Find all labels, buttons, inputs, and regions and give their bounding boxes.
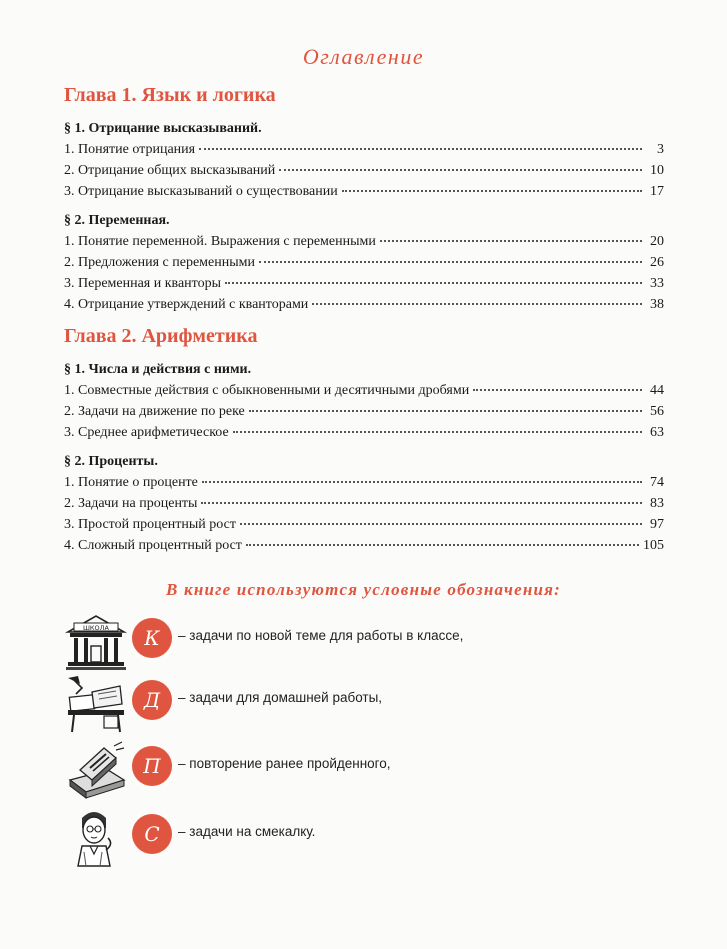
legend-item-review bbox=[64, 740, 664, 806]
toc-entry[interactable] bbox=[64, 252, 664, 273]
dot-leader bbox=[202, 481, 642, 483]
entry-label: 2. Предложения с переменными bbox=[64, 255, 255, 270]
chapter-1-title: Глава 1. Язык и логика bbox=[64, 84, 276, 106]
entry-page: 105 bbox=[643, 538, 664, 553]
legend-desc: – задачи на смекалку. bbox=[178, 824, 316, 839]
section-1-1 bbox=[64, 118, 664, 202]
dot-leader bbox=[233, 431, 642, 433]
books-stack-icon bbox=[64, 740, 128, 800]
toc-entry[interactable] bbox=[64, 231, 664, 252]
dot-leader bbox=[380, 240, 642, 242]
section-2-1 bbox=[64, 359, 664, 443]
entry-page: 63 bbox=[650, 425, 664, 440]
dot-leader bbox=[259, 261, 642, 263]
dot-leader bbox=[201, 502, 642, 504]
entry-label: 3. Переменная и кванторы bbox=[64, 276, 222, 291]
entry-label: 4. Отрицание утверждений с кванторами bbox=[64, 297, 309, 312]
toc-entry[interactable] bbox=[64, 273, 664, 294]
toc-entry[interactable] bbox=[64, 160, 664, 181]
entry-page: 74 bbox=[650, 475, 664, 490]
chapter-2-title: Глава 2. Арифметика bbox=[64, 325, 258, 347]
legend-item-home bbox=[64, 674, 664, 740]
desk-with-lamp-icon bbox=[64, 674, 128, 734]
toc-entry[interactable] bbox=[64, 493, 664, 514]
dot-leader bbox=[225, 282, 642, 284]
dot-leader bbox=[312, 303, 642, 305]
toc-entry[interactable] bbox=[64, 139, 664, 160]
dot-leader bbox=[249, 410, 642, 412]
badge-home: Д bbox=[132, 680, 172, 720]
entry-page: 3 bbox=[657, 142, 664, 157]
toc-entry[interactable] bbox=[64, 535, 664, 556]
badge-class: К bbox=[132, 618, 172, 658]
entry-page: 83 bbox=[650, 496, 664, 511]
school-building-icon bbox=[64, 612, 128, 672]
toc-entry[interactable] bbox=[64, 294, 664, 315]
entry-label: 1. Понятие о проценте bbox=[64, 475, 198, 490]
legend-title: В книге используются условные обозначения: bbox=[166, 580, 561, 599]
dot-leader bbox=[199, 148, 642, 150]
entry-label: 1. Понятие отрицания bbox=[64, 142, 196, 157]
entry-page: 10 bbox=[650, 163, 664, 178]
entry-label: 2. Задачи на проценты bbox=[64, 496, 198, 511]
toc-entry[interactable] bbox=[64, 514, 664, 535]
entry-label: 1. Совместные действия с обыкновенными и десятичными дробями bbox=[64, 383, 470, 398]
section-title: § 2. Переменная. bbox=[64, 213, 170, 228]
entry-page: 38 bbox=[650, 297, 664, 312]
toc-entry[interactable] bbox=[64, 181, 664, 202]
entry-label: 4. Сложный процентный рост bbox=[64, 538, 242, 553]
dot-leader bbox=[279, 169, 642, 171]
toc-title: Оглавление bbox=[302, 44, 425, 69]
section-title: § 1. Отрицание высказываний. bbox=[64, 121, 262, 136]
entry-page: 26 bbox=[650, 255, 664, 270]
entry-label: 3. Простой процентный рост bbox=[64, 517, 236, 532]
legend-item-wit bbox=[64, 808, 664, 874]
entry-page: 97 bbox=[650, 517, 664, 532]
toc-entry[interactable] bbox=[64, 401, 664, 422]
toc-entry[interactable] bbox=[64, 422, 664, 443]
entry-label: 3. Отрицание высказываний о существовании bbox=[64, 184, 338, 199]
toc-entry[interactable] bbox=[64, 472, 664, 493]
entry-page: 33 bbox=[650, 276, 664, 291]
school-sign-text: ШКОЛА bbox=[82, 624, 110, 632]
section-1-2 bbox=[64, 210, 664, 315]
dot-leader bbox=[473, 389, 642, 391]
section-title: § 2. Проценты. bbox=[64, 454, 158, 469]
badge-wit: С bbox=[132, 814, 172, 854]
legend-desc: – повторение ранее пройденного, bbox=[178, 756, 391, 771]
entry-label: 1. Понятие переменной. Выражения с переменными bbox=[64, 234, 376, 249]
legend-item-class bbox=[64, 612, 664, 678]
entry-label: 3. Среднее арифметическое bbox=[64, 425, 229, 440]
legend-desc: – задачи по новой теме для работы в классе, bbox=[178, 628, 464, 643]
section-title: § 1. Числа и действия с ними. bbox=[64, 362, 252, 377]
toc-entry[interactable] bbox=[64, 380, 664, 401]
entry-label: 2. Задачи на движение по реке bbox=[64, 404, 245, 419]
dot-leader bbox=[240, 523, 642, 525]
dot-leader bbox=[342, 190, 642, 192]
dot-leader bbox=[246, 544, 639, 546]
entry-page: 56 bbox=[650, 404, 664, 419]
entry-page: 44 bbox=[650, 383, 664, 398]
entry-page: 17 bbox=[650, 184, 664, 199]
entry-label: 2. Отрицание общих высказываний bbox=[64, 163, 276, 178]
entry-page: 20 bbox=[650, 234, 664, 249]
table-of-contents bbox=[64, 82, 664, 564]
legend-desc: – задачи для домашней работы, bbox=[178, 690, 383, 705]
badge-review: П bbox=[132, 746, 172, 786]
thinking-boy-icon bbox=[64, 808, 128, 868]
section-2-2 bbox=[64, 451, 664, 556]
